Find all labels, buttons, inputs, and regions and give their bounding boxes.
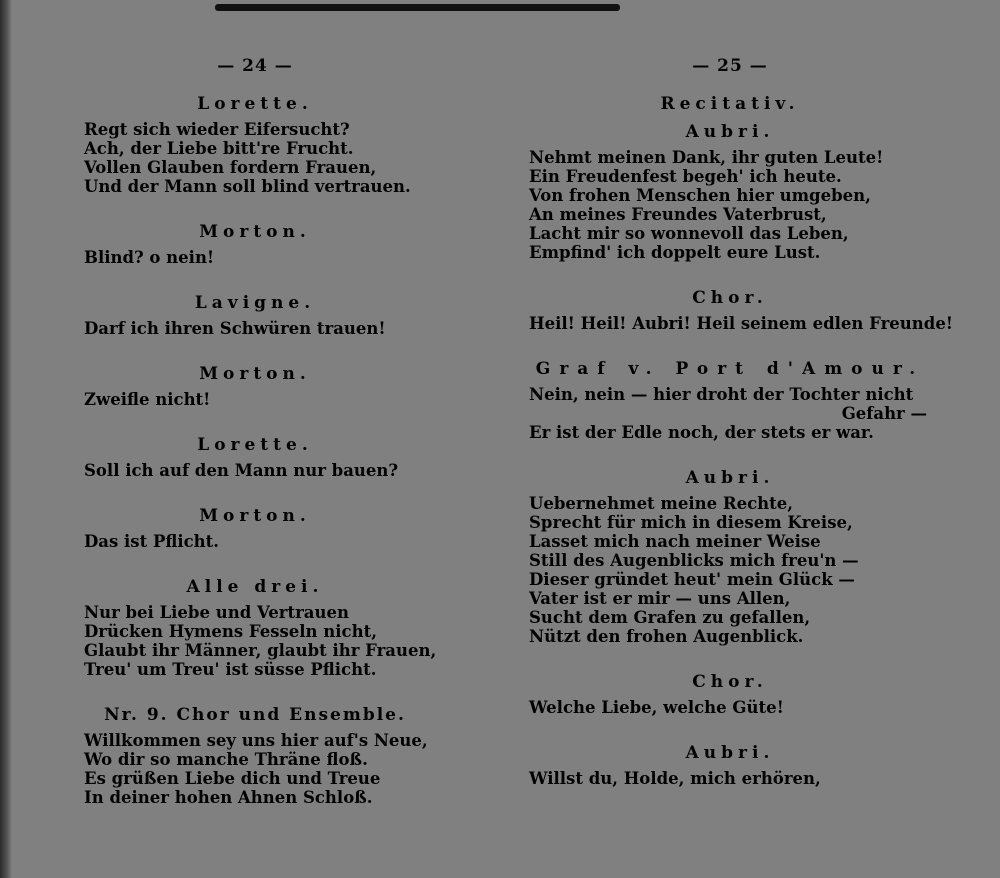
verse-line: An meines Freundes Vaterbrust, bbox=[529, 205, 827, 224]
verse-line: Willkommen sey uns hier auf's Neue, bbox=[84, 731, 428, 750]
verse-line: Regt sich wieder Eifersucht? bbox=[84, 120, 350, 139]
verse-line: Ach, der Liebe bitt're Frucht. bbox=[84, 139, 354, 158]
verse-block bbox=[529, 698, 935, 717]
verse-line: Glaubt ihr Männer, glaubt ihr Frauen, bbox=[84, 641, 437, 660]
verse-block bbox=[84, 532, 430, 551]
verse-line: Lacht mir so wonnevoll das Leben, bbox=[529, 224, 849, 243]
verse-block bbox=[529, 385, 935, 442]
page-number: — 25 — bbox=[692, 56, 768, 76]
speaker-heading: Aubri. bbox=[685, 743, 775, 763]
speaker-heading: Chor. bbox=[692, 672, 768, 692]
speaker-heading: Chor. bbox=[692, 288, 768, 308]
speaker-heading: Lavigne. bbox=[194, 293, 316, 313]
verse-line: Welche Liebe, welche Güte! bbox=[529, 698, 784, 717]
speaker-heading: Aubri. bbox=[685, 468, 775, 488]
page-number: — 24 — bbox=[217, 56, 293, 76]
top-border-rule bbox=[215, 4, 620, 11]
section-heading: Recitativ. bbox=[660, 94, 800, 114]
verse-line: Empfind' ich doppelt eure Lust. bbox=[529, 243, 821, 262]
verse-block bbox=[84, 120, 430, 196]
verse-block bbox=[529, 769, 935, 788]
verse-block bbox=[84, 319, 430, 338]
verse-line: Das ist Pflicht. bbox=[84, 532, 220, 551]
left-page bbox=[80, 52, 437, 833]
verse-block bbox=[84, 248, 430, 267]
verse-line: Nein, nein — hier droht der Tochter nicht bbox=[529, 385, 914, 404]
verse-line: Soll ich auf den Mann nur bauen? bbox=[84, 461, 399, 480]
verse-block bbox=[84, 461, 430, 480]
speaker-heading: Graf v. Port d'Amour. bbox=[535, 359, 925, 379]
speaker-heading: Morton. bbox=[199, 222, 311, 242]
verse-line: Willst du, Holde, mich erhören, bbox=[529, 769, 821, 788]
verse-line: Er ist der Edle noch, der stets er war. bbox=[529, 423, 874, 442]
verse-line: Sprecht für mich in diesem Kreise, bbox=[529, 513, 853, 532]
verse-line: Still des Augenblicks mich freu'n — bbox=[529, 551, 859, 570]
verse-block bbox=[84, 731, 430, 807]
verse-line: Drücken Hymens Fesseln nicht, bbox=[84, 622, 377, 641]
verse-line: Vollen Glauben fordern Frauen, bbox=[84, 158, 377, 177]
verse-line: Darf ich ihren Schwüren trauen! bbox=[84, 319, 386, 338]
verse-block bbox=[529, 148, 935, 262]
speaker-heading: Morton. bbox=[199, 364, 311, 384]
verse-line: Nützt den frohen Augenblick. bbox=[529, 627, 804, 646]
right-page bbox=[525, 52, 954, 814]
verse-line: Dieser gründet heut' mein Glück — bbox=[529, 570, 855, 589]
verse-line: Nur bei Liebe und Vertrauen bbox=[84, 603, 349, 622]
verse-line: Sucht dem Grafen zu gefallen, bbox=[529, 608, 811, 627]
speaker-heading: Morton. bbox=[199, 506, 311, 526]
verse-line: Heil! Heil! Aubri! Heil seinem edlen Freunde! bbox=[529, 314, 954, 333]
verse-line: Blind? o nein! bbox=[84, 248, 215, 267]
verse-line: Lasset mich nach meiner Weise bbox=[529, 532, 821, 551]
verse-line: Vater ist er mir — uns Allen, bbox=[529, 589, 791, 608]
verse-line: Nehmt meinen Dank, ihr guten Leute! bbox=[529, 148, 884, 167]
verse-line: In deiner hohen Ahnen Schloß. bbox=[84, 788, 373, 807]
verse-block bbox=[84, 603, 437, 679]
verse-line: Es grüßen Liebe dich und Treue bbox=[84, 769, 381, 788]
verse-line: Und der Mann soll blind vertrauen. bbox=[84, 177, 411, 196]
number-heading: Nr. 9. Chor und Ensemble. bbox=[104, 705, 406, 725]
verse-block bbox=[84, 390, 430, 409]
verse-line: Von frohen Menschen hier umgeben, bbox=[529, 186, 871, 205]
verse-line: Wo dir so manche Thräne floß. bbox=[84, 750, 368, 769]
speaker-heading: Aubri. bbox=[685, 122, 775, 142]
speaker-heading: Lorette. bbox=[197, 94, 313, 114]
verse-block bbox=[529, 494, 935, 646]
verse-line: Treu' um Treu' ist süsse Pflicht. bbox=[84, 660, 377, 679]
verse-line: Gefahr — bbox=[841, 404, 927, 423]
verse-line: Zweifle nicht! bbox=[84, 390, 211, 409]
speaker-heading: Alle drei. bbox=[186, 577, 324, 597]
verse-line: Ein Freudenfest begeh' ich heute. bbox=[529, 167, 842, 186]
verse-block bbox=[529, 314, 954, 333]
verse-line: Uebernehmet meine Rechte, bbox=[529, 494, 794, 513]
book-gutter-shadow bbox=[0, 0, 12, 878]
speaker-heading: Lorette. bbox=[197, 435, 313, 455]
